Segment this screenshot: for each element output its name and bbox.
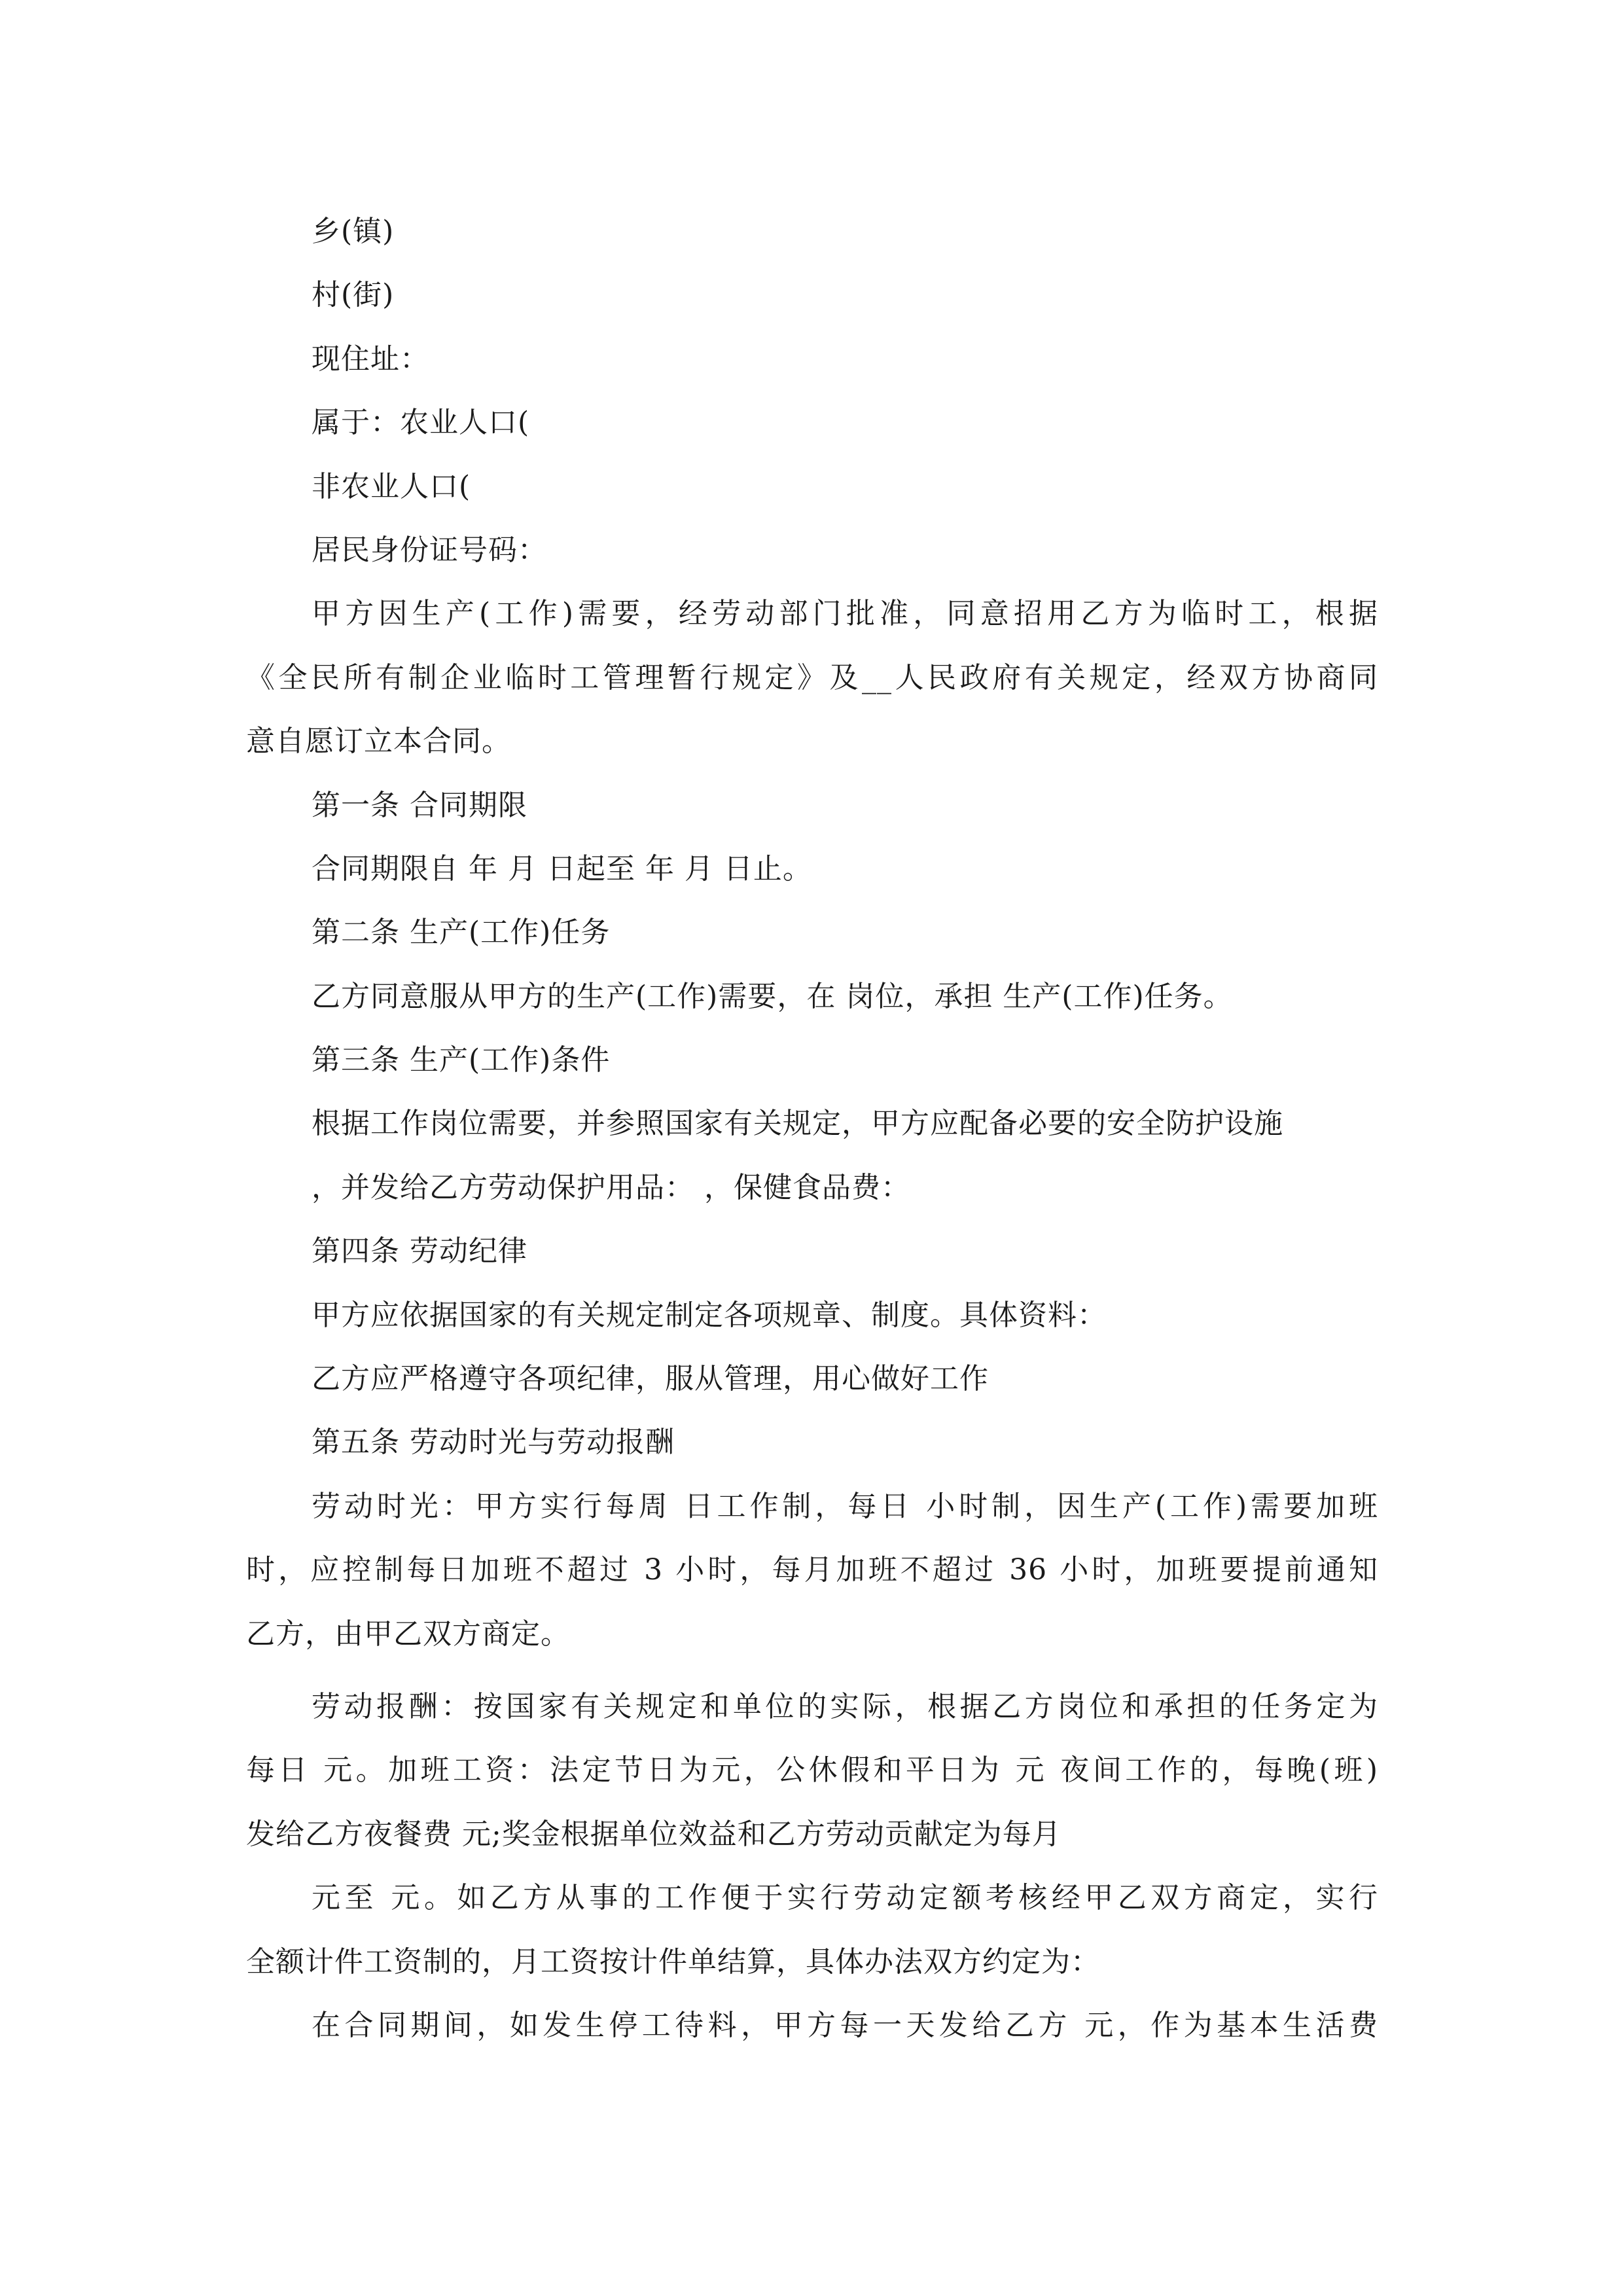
paragraph-line: 在合同期间，如发生停工待料，甲方每一天发给乙方 元，作为基本生活费 bbox=[312, 2008, 1378, 2042]
paragraph-line: 甲方因生产(工作)需要，经劳动部门批准，同意招用乙方为临时工，根据 bbox=[312, 597, 1378, 631]
paragraph-line: 元至 元。如乙方从事的工作便于实行劳动定额考核经甲乙双方商定，实行 bbox=[312, 1881, 1378, 1915]
paragraph-line: 全额计件工资制的，月工资按计件单结算，具体办法双方约定为： bbox=[246, 1945, 1100, 1979]
text-line: 乙方应严格遵守各项纪律，服从管理，用心做好工作 bbox=[312, 1362, 989, 1396]
text-line: ，并发给乙方劳动保护用品： ，保健食品费： bbox=[312, 1170, 910, 1204]
paragraph-gap bbox=[246, 1666, 1378, 1675]
text-line: 乙方同意服从甲方的生产(工作)需要，在 岗位，承担 生产(工作)任务。 bbox=[312, 979, 1233, 1013]
paragraph-line: 意自愿订立本合同。 bbox=[246, 725, 511, 759]
article-heading: 第五条 劳动时光与劳动报酬 bbox=[312, 1426, 675, 1460]
paragraph-line: 发给乙方夜餐费 元;奖金根据单位效益和乙方劳动贡献定为每月 bbox=[246, 1817, 1061, 1851]
paragraph-line: 乙方，由甲乙双方商定。 bbox=[246, 1617, 570, 1651]
paragraph-line: 《全民所有制企业临时工管理暂行规定》及__人民政府有关规定，经双方协商同 bbox=[246, 660, 1378, 694]
text-line: 村(街) bbox=[312, 278, 395, 312]
paragraph-line: 时，应控制每日加班不超过 3 小时，每月加班不超过 36 小时，加班要提前通知 bbox=[246, 1553, 1378, 1587]
article-heading: 第三条 生产(工作)条件 bbox=[312, 1043, 611, 1077]
text-line: 现住址： bbox=[312, 342, 429, 376]
article-heading: 第二条 生产(工作)任务 bbox=[312, 916, 611, 950]
text-line: 非农业人口( bbox=[312, 469, 471, 503]
paragraph-line: 劳动时光：甲方实行每周 日工作制，每日 小时制，因生产(工作)需要加班 bbox=[312, 1489, 1378, 1523]
text-line: 合同期限自 年 月 日起至 年 月 日止。 bbox=[312, 852, 812, 886]
paragraph-line: 每日 元。加班工资：法定节日为元，公休假和平日为 元 夜间工作的，每晚(班) bbox=[246, 1753, 1378, 1787]
text-line: 根据工作岗位需要，并参照国家有关规定，甲方应配备必要的安全防护设施 bbox=[312, 1107, 1283, 1141]
text-line: 甲方应依据国家的有关规定制定各项规章、制度。具体资料： bbox=[312, 1298, 1107, 1332]
article-heading: 第一条 合同期限 bbox=[312, 788, 527, 822]
text-line: 属于：农业人口( bbox=[312, 406, 530, 440]
paragraph-line: 劳动报酬：按国家有关规定和单位的实际，根据乙方岗位和承担的任务定为 bbox=[312, 1689, 1378, 1723]
text-line: 居民身份证号码： bbox=[312, 533, 547, 567]
text-line: 乡(镇) bbox=[312, 215, 395, 248]
article-heading: 第四条 劳动纪律 bbox=[312, 1234, 527, 1268]
document-body bbox=[246, 200, 1378, 2057]
